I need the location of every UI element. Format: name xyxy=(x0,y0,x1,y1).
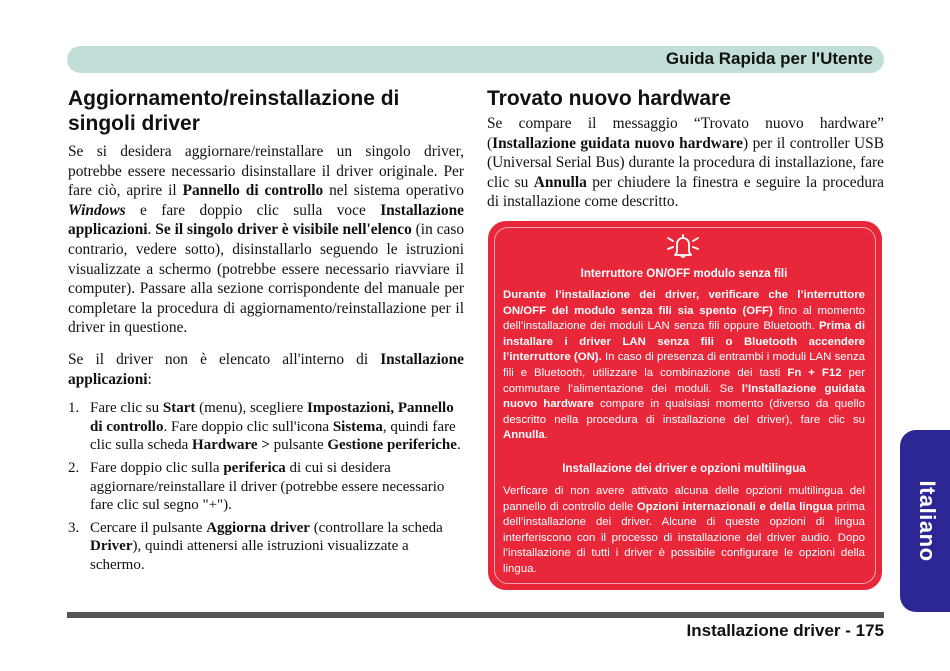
paragraph-update-intro: Se si desidera aggiornare/reinstallare un singolo driver, potrebbe essere necessario disinstallare il driver originale. Per fare ciò, aprire il Pannello di controllo nel sistema operativo Windows e fare doppio clic sulla voce Installazione applicazioni. Se il singolo driver è visibile nell'elenco (in caso contrario, vedere sotto), disinstallarlo seguendo le istruzioni visualizzate a schermo (potrebbe essere necessario riavviare il computer). Passare alla sezione corrispondente del manuale per completare la procedura di aggiornamento/reinstallazione per il driver in questione. xyxy=(68,143,465,337)
right-column xyxy=(487,86,884,212)
section-heading-driver-update: Aggiornamento/reinstallazione di singoli driver xyxy=(68,87,400,135)
footer-rule xyxy=(67,612,884,618)
footer-page-label: Installazione driver - 175 xyxy=(686,621,884,640)
warning-box xyxy=(488,221,882,590)
warning-heading-multilanguage: Installazione dei driver e opzioni multilingua xyxy=(562,462,806,475)
warning-text-wireless: Durante l’installazione dei driver, verificare che l’interruttore ON/OFF del modulo senza fili sia spento (OFF) fino al momento dell’installazione dei moduli LAN senza fili oppure Bluetooth. Prima di installare i driver LAN senza fili o Bluetooth accendere l’interruttore (ON). In caso di presenza di entrambi i moduli LAN senza fili e Bluetooth, utilizzare la combinazione dei tasti Fn + F12 per commutare l’alimentazione dei moduli. Se l’Installazione guidata nuovo hardware compare in qualsiasi momento (diverso da quello descritto nella procedura di installazione del driver), fare clic su Annulla. xyxy=(503,289,865,442)
language-side-tab xyxy=(900,430,950,612)
warning-heading-wireless: Interruttore ON/OFF modulo senza fili xyxy=(580,267,788,280)
list-item: 1. Fare clic su Start (menu), scegliere Impostazioni, Pannello di controllo. Fare doppio clic sull'icona Sistema, quindi fare clic sulla scheda Hardware > pulsante Gestione periferiche. xyxy=(68,400,461,454)
steps-list xyxy=(68,399,464,574)
warning-section-wireless xyxy=(503,266,865,444)
header-title: Guida Rapida per l'Utente xyxy=(665,49,873,68)
warning-section-multilanguage xyxy=(503,461,865,578)
paragraph-not-listed: Se il driver non è elencato all'interno di Installazione applicazioni: xyxy=(68,350,464,388)
language-tab-label: Italiano xyxy=(915,480,940,562)
alarm-bell-icon xyxy=(663,229,703,261)
warning-text-multilanguage: Verficare di non avere attivato alcuna delle opzioni multilingua del pannello di controllo delle Opzioni internazionali e della lingua prima dell’installazione dei driver. Alcune di queste opzioni di lingua interferiscono con il processo di installazione del driver audio. Dopo l’installazione di tutti i driver è possibile configurare le opzioni della lingua. xyxy=(503,485,865,575)
paragraph-new-hardware: Se compare il messaggio “Trovato nuovo hardware” (Installazione guidata nuovo hardware) per il controller USB (Universal Serial Bus) durante la procedura di installazione, fare clic su Annulla per chiudere la finestra e seguire la procedura di installazione come descritto. xyxy=(487,115,885,211)
list-item: 2. Fare doppio clic sulla periferica di cui si desidera aggiornare/reinstallare il driver (potrebbe essere necessario fare clic sul segno "+"). xyxy=(68,459,445,514)
left-column xyxy=(68,86,464,578)
section-heading-new-hardware: Trovato nuovo hardware xyxy=(487,87,731,110)
list-item: 3. Cercare il pulsante Aggiorna driver (controllare la scheda Driver), quindi attenersi alle istruzioni visualizzate a schermo. xyxy=(68,519,443,573)
header-bar xyxy=(67,46,884,73)
